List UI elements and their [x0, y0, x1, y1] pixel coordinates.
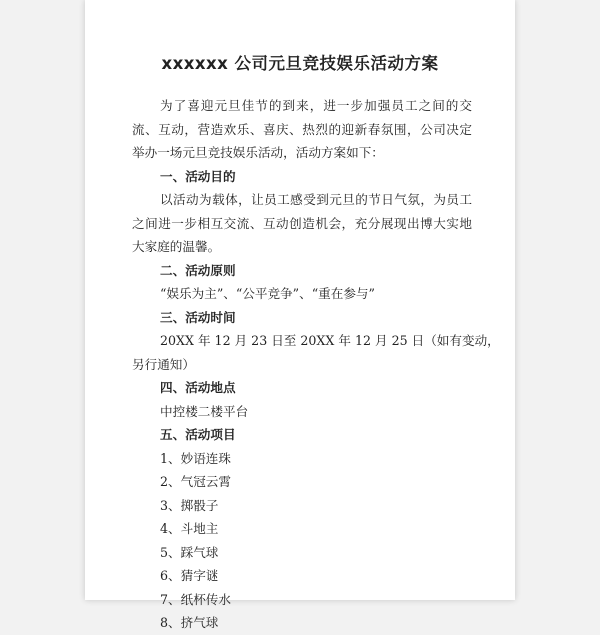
document-page — [85, 0, 515, 630]
section-heading-principle: 二、活动原则 — [160, 262, 236, 278]
document-title: xxxxxx 公司元旦竞技娱乐活动方案 — [161, 54, 439, 73]
purpose-line-3: 大家庭的温馨。 — [132, 239, 221, 254]
section-heading-time: 三、活动时间 — [160, 309, 236, 325]
list-item: 1、妙语连珠 — [160, 450, 231, 466]
principle-text: “娱乐为主”、“公平竞争”、“重在参与” — [160, 286, 375, 301]
intro-line-1: 为了喜迎元旦佳节的到来，进一步加强员工之间的交 — [160, 98, 472, 113]
list-item: 4、斗地主 — [160, 521, 219, 536]
time-line-2: 另行通知） — [132, 356, 195, 372]
section-heading-items: 五、活动项目 — [160, 427, 236, 442]
intro-line-2: 流、互动，营造欢乐、喜庆、热烈的迎新春氛围，公司决定 — [132, 121, 472, 137]
list-item: 3、掷骰子 — [160, 497, 219, 513]
list-item: 7、纸杯传水 — [160, 591, 231, 607]
document-body — [132, 94, 500, 635]
list-item: 6、猜字谜 — [160, 568, 219, 583]
purpose-line-2: 之间进一步相互交流、互动创造机会，充分展现出博大实地 — [132, 215, 472, 231]
list-item: 2、气冠云霄 — [160, 474, 231, 489]
list-item: 8、挤气球 — [160, 615, 219, 630]
section-heading-purpose: 一、活动目的 — [160, 168, 236, 184]
purpose-line-1: 以活动为载体，让员工感受到元旦的节日气氛，为员工 — [160, 192, 472, 207]
list-item: 5、踩气球 — [160, 544, 219, 560]
time-line-1: 20XX 年 12 月 23 日至 20XX 年 12 月 25 日（如有变动， — [160, 333, 500, 348]
place-text: 中控楼二楼平台 — [160, 403, 249, 419]
section-heading-place: 四、活动地点 — [160, 380, 236, 395]
intro-line-3: 举办一场元旦竞技娱乐活动，活动方案如下： — [132, 145, 384, 160]
